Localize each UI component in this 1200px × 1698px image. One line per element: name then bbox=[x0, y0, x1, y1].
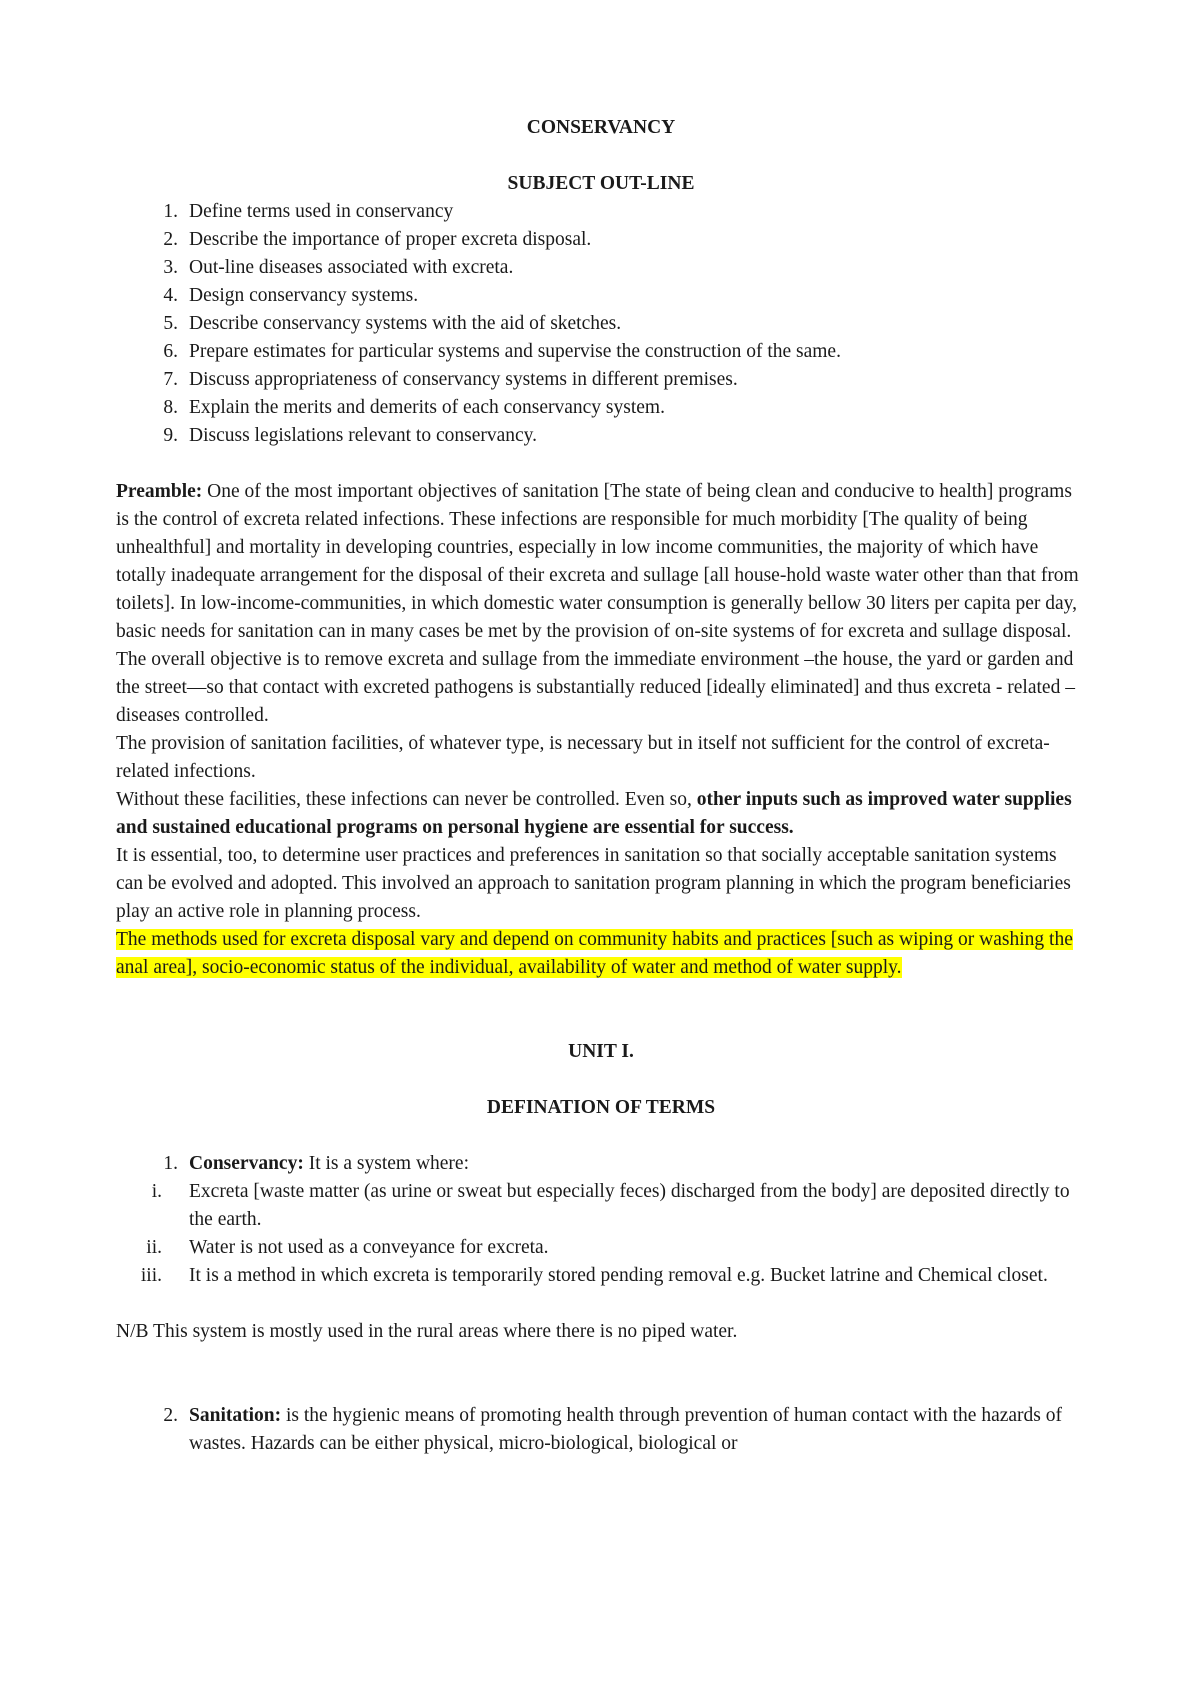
outline-item: 3. Out-line diseases associated with excreta. bbox=[163, 257, 514, 278]
outline-item: 4. Design conservancy systems. bbox=[163, 285, 419, 306]
roman-list bbox=[116, 1178, 1086, 1290]
definition-list-2 bbox=[116, 1402, 1086, 1458]
roman-item: iii. It is a method in which excreta is temporarily stored pending removal e.g. Bucket latrine and Chemical closet. bbox=[140, 1265, 1048, 1286]
outline-item: 9. Discuss legislations relevant to conservancy. bbox=[163, 425, 538, 446]
document-page bbox=[116, 114, 1086, 1458]
definition-item: 2. Sanitation: is the hygienic means of promoting health through prevention of human contact with the hazards of wastes. Hazards can be either physical, micro-biological, biological or bbox=[163, 1405, 1062, 1454]
definition-term: Conservancy: bbox=[189, 1153, 304, 1174]
practices-paragraph: It is essential, too, to determine user practices and preferences in sanitation so that socially acceptable sanitation systems can be evolved and adopted. This involved an approach to sanitation program planning in which the program beneficiaries play an active role in planning process. bbox=[116, 845, 1071, 922]
definition-term: Sanitation: bbox=[189, 1405, 282, 1426]
nb-note: N/B This system is mostly used in the rural areas where there is no piped water. bbox=[116, 1321, 738, 1342]
highlighted-paragraph bbox=[116, 926, 1086, 982]
highlighted-text: The methods used for excreta disposal vary and depend on community habits and practices [such as wiping or washing the anal area], socio-economic status of the individual, availability of water and method of water supply. bbox=[116, 929, 1073, 978]
outline-item: 7. Discuss appropriateness of conservancy systems in different premises. bbox=[163, 369, 738, 390]
unit-heading: UNIT I. bbox=[568, 1041, 634, 1062]
definition-item: 1. Conservancy: It is a system where: bbox=[163, 1153, 469, 1174]
outline-list bbox=[116, 198, 1086, 450]
provision-paragraph: The provision of sanitation facilities, of whatever type, is necessary but in itself not sufficient for the control of excreta-related infections. bbox=[116, 733, 1050, 782]
roman-item: i. Excreta [waste matter (as urine or sweat but especially feces) discharged from the body] are deposited directly to the earth. bbox=[151, 1181, 1070, 1230]
outline-item: 6. Prepare estimates for particular systems and supervise the construction of the same. bbox=[163, 341, 841, 362]
outline-item: 1. Define terms used in conservancy bbox=[163, 201, 454, 222]
outline-item: 2. Describe the importance of proper excreta disposal. bbox=[163, 229, 592, 250]
emphasis-text: other inputs such as improved water supplies and sustained educational programs on personal hygiene are essential for success. bbox=[116, 789, 1072, 838]
inputs-paragraph: Without these facilities, these infections can never be controlled. Even so, other inputs such as improved water supplies and sustained educational programs on personal hygiene are essential for success. bbox=[116, 789, 1072, 838]
document-title: CONSERVANCY bbox=[526, 117, 676, 138]
preamble-label: Preamble: bbox=[116, 481, 203, 502]
outline-heading: SUBJECT OUT-LINE bbox=[507, 173, 695, 194]
definition-list bbox=[116, 1150, 1086, 1178]
outline-item: 5. Describe conservancy systems with the aid of sketches. bbox=[163, 313, 622, 334]
roman-item: ii. Water is not used as a conveyance for excreta. bbox=[146, 1237, 549, 1258]
objective-paragraph: The overall objective is to remove excreta and sullage from the immediate environment –the house, the yard or garden and the street—so that contact with excreted pathogens is substantially reduced [ideally eliminated] and thus excreta - related – diseases controlled. bbox=[116, 649, 1075, 726]
preamble-paragraph: Preamble: One of the most important objectives of sanitation [The state of being clean and conducive to health] programs is the control of excreta related infections. These infections are responsible for much morbidity [The quality of being unhealthful] and mortality in developing countries, especially in low income communities, the majority of which have totally inadequate arrangement for the disposal of their excreta and sullage [all house-hold waste water other than that from toilets]. In low-income-communities, in which domestic water consumption is generally bellow 30 liters per capita per day, basic needs for sanitation can in many cases be met by the provision of on-site systems of for excreta and sullage disposal. bbox=[116, 481, 1079, 642]
outline-item: 8. Explain the merits and demerits of each conservancy system. bbox=[163, 397, 665, 418]
definitions-heading: DEFINATION OF TERMS bbox=[486, 1097, 716, 1118]
